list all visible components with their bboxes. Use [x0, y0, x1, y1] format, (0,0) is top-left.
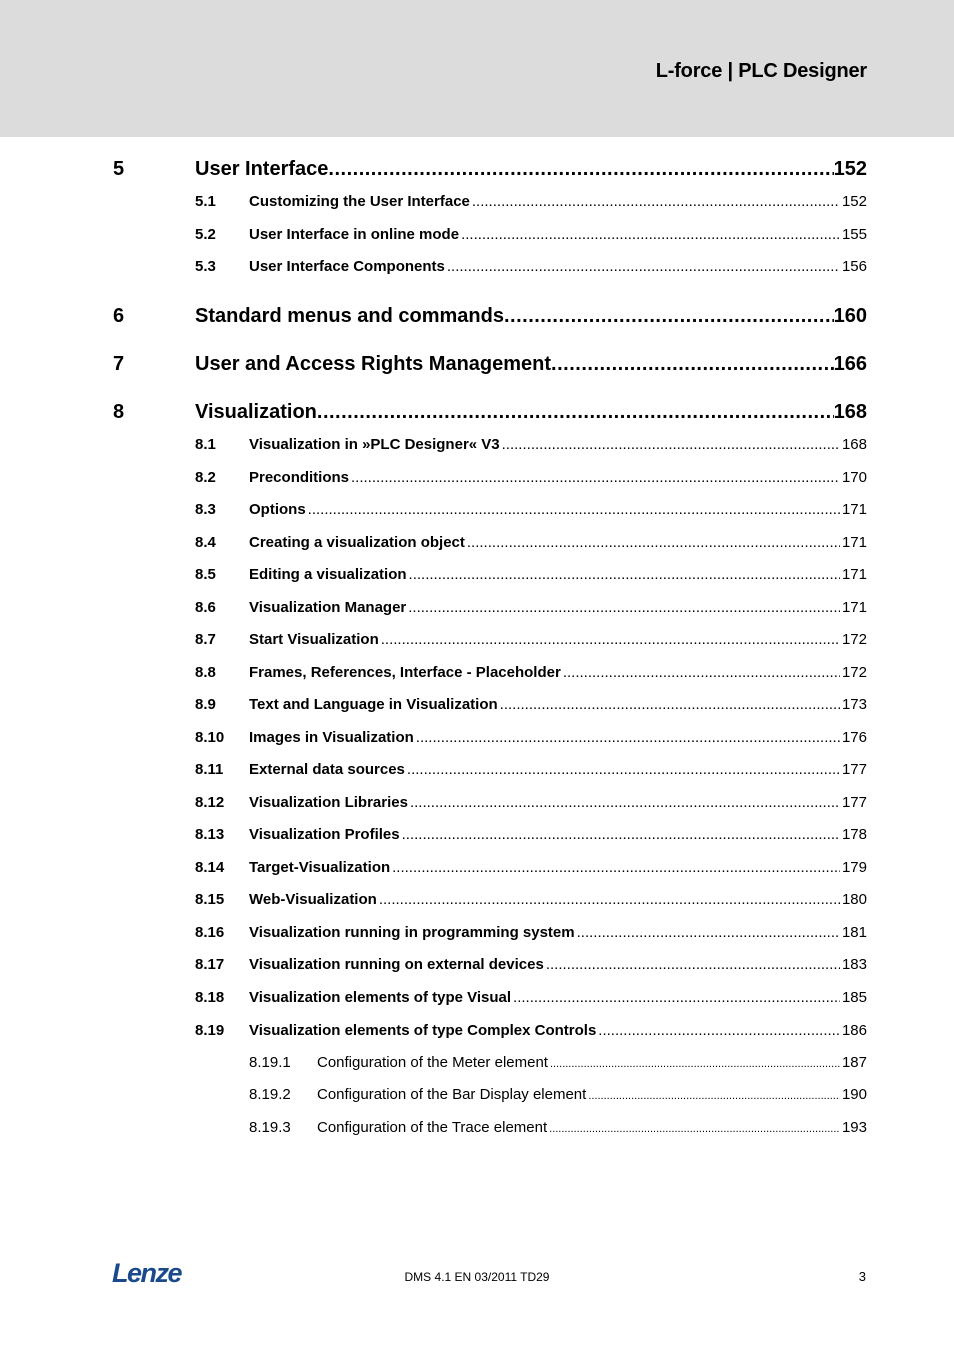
toc-entry-page: 171 — [841, 599, 867, 616]
dot-leader — [416, 729, 840, 746]
header-band — [0, 0, 954, 137]
toc-entry-title: Visualization Manager — [249, 599, 407, 616]
toc-entry-line — [249, 729, 867, 746]
toc-entry-number: 8.18 — [195, 989, 225, 1006]
toc-entry[interactable] — [0, 989, 954, 1013]
toc-entry[interactable] — [0, 729, 954, 753]
toc-entry-line — [249, 469, 867, 486]
dot-leader — [500, 696, 840, 713]
toc-entry-number: 8.14 — [195, 859, 225, 876]
toc-entry-page: 168 — [841, 436, 867, 453]
dot-leader — [577, 924, 840, 941]
toc-entry-title: Frames, References, Interface - Placeholder — [249, 664, 561, 681]
dot-leader — [467, 534, 840, 551]
toc-entry-title: Visualization in »PLC Designer« V3 — [249, 436, 500, 453]
toc-entry[interactable] — [0, 631, 954, 655]
toc-entry-number: 8.9 — [195, 696, 216, 713]
toc-entry[interactable] — [0, 664, 954, 688]
toc-entry-title: Configuration of the Bar Display element — [317, 1086, 587, 1103]
toc-entry-number: 5.2 — [195, 226, 216, 243]
toc-entry-page: 178 — [841, 826, 867, 843]
toc-entry-number: 7 — [113, 353, 125, 375]
toc-entry-number: 6 — [113, 305, 125, 327]
toc-entry[interactable] — [0, 859, 954, 883]
dot-leader — [472, 193, 840, 210]
toc-entry-title: Visualization Profiles — [249, 826, 400, 843]
toc-entry-number: 8.6 — [195, 599, 216, 616]
dot-leader — [504, 305, 834, 328]
toc-entry-number: 8.7 — [195, 631, 216, 648]
toc-entry-number: 5 — [113, 158, 125, 180]
dot-leader — [551, 353, 834, 376]
lenze-logo: Lenze — [112, 1258, 182, 1288]
toc-entry[interactable] — [0, 401, 954, 431]
toc-entry-number: 8 — [113, 401, 125, 423]
dot-leader — [563, 664, 840, 681]
toc-entry-page: 160 — [833, 305, 867, 327]
dot-leader — [447, 258, 840, 275]
dot-leader — [317, 401, 834, 424]
toc-entry-title: External data sources — [249, 761, 405, 778]
document-title: L-force | PLC Designer — [655, 60, 867, 82]
toc-entry-number: 8.1 — [195, 436, 216, 453]
toc-entry-line — [317, 1086, 867, 1103]
toc-entry[interactable] — [0, 353, 954, 383]
toc-entry-page: 183 — [841, 956, 867, 973]
toc-entry-page: 193 — [841, 1119, 867, 1136]
toc-entry-page: 187 — [841, 1054, 867, 1071]
toc-entry[interactable] — [0, 891, 954, 915]
toc-entry[interactable] — [0, 1119, 954, 1143]
dot-leader — [461, 226, 840, 243]
toc-entry-number: 8.4 — [195, 534, 216, 551]
toc-entry[interactable] — [0, 1022, 954, 1046]
toc-entry-page: 172 — [841, 664, 867, 681]
dot-leader — [379, 891, 840, 908]
toc-entry-page: 179 — [841, 859, 867, 876]
toc-entry-page: 177 — [841, 761, 867, 778]
toc-entry-number: 8.12 — [195, 794, 225, 811]
toc-entry-page: 152 — [833, 158, 867, 180]
toc-entry[interactable] — [0, 469, 954, 493]
toc-entry-page: 171 — [841, 566, 867, 583]
toc-entry-number: 8.19.1 — [249, 1054, 291, 1071]
toc-entry-page: 176 — [841, 729, 867, 746]
toc-entry-title: Start Visualization — [249, 631, 379, 648]
toc-entry[interactable] — [0, 566, 954, 590]
dot-leader — [392, 859, 840, 876]
toc-entry-title: Visualization — [195, 401, 317, 423]
toc-entry-number: 8.11 — [195, 761, 224, 778]
toc-entry[interactable] — [0, 1054, 954, 1078]
toc-entry-title: Visualization running on external devices — [249, 956, 544, 973]
toc-entry[interactable] — [0, 534, 954, 558]
toc-entry-line — [249, 859, 867, 876]
toc-entry-line — [249, 501, 867, 518]
toc-entry-title: User Interface Components — [249, 258, 445, 275]
dot-leader — [546, 956, 840, 973]
toc-entry-line — [249, 534, 867, 551]
toc-entry-line — [249, 436, 867, 453]
dot-leader — [408, 599, 840, 616]
toc-entry-number: 5.3 — [195, 258, 216, 275]
toc-entry-line — [195, 305, 867, 328]
toc-entry-line — [249, 193, 867, 210]
toc-entry[interactable] — [0, 258, 954, 282]
page-number: 3 — [858, 1269, 866, 1284]
toc-entry-page: 156 — [841, 258, 867, 275]
toc-entry-page: 168 — [833, 401, 867, 423]
toc-entry[interactable] — [0, 924, 954, 948]
dot-leader — [588, 1090, 840, 1102]
toc-entry-line — [249, 826, 867, 843]
toc-entry-number: 8.19.3 — [249, 1119, 291, 1136]
dot-leader — [402, 826, 840, 843]
footer-document-id — [0, 1270, 954, 1284]
toc-entry-title: Options — [249, 501, 306, 518]
toc-entry-line — [249, 226, 867, 243]
toc-entry-line — [249, 599, 867, 616]
toc-entry-page: 170 — [841, 469, 867, 486]
toc-entry-title: Configuration of the Meter element — [317, 1054, 548, 1071]
toc-entry-title: Configuration of the Trace element — [317, 1119, 548, 1136]
toc-entry-title: Visualization elements of type Complex Controls — [249, 1022, 597, 1039]
toc-entry-page: 181 — [841, 924, 867, 941]
toc-entry[interactable] — [0, 794, 954, 818]
dot-leader — [328, 158, 833, 181]
toc-entry-line — [317, 1119, 867, 1136]
toc-entry-page: 173 — [841, 696, 867, 713]
toc-entry-line — [249, 891, 867, 908]
toc-entry-number: 8.2 — [195, 469, 216, 486]
toc-entry-title: Standard menus and commands — [195, 305, 504, 327]
toc-entry-number: 8.5 — [195, 566, 216, 583]
toc-entry-line — [249, 696, 867, 713]
toc-entry-page: 180 — [841, 891, 867, 908]
toc-entry-page: 155 — [841, 226, 867, 243]
toc-entry[interactable] — [0, 193, 954, 217]
toc-entry-page: 186 — [841, 1022, 867, 1039]
toc-entry-number: 5.1 — [195, 193, 216, 210]
toc-entry-line — [249, 566, 867, 583]
dot-leader — [513, 989, 840, 1006]
toc-entry-number: 8.19 — [195, 1022, 225, 1039]
toc-entry-title: Text and Language in Visualization — [249, 696, 498, 713]
toc-entry[interactable] — [0, 696, 954, 720]
toc-entry-number: 8.3 — [195, 501, 216, 518]
toc-entry-number: 8.17 — [195, 956, 225, 973]
toc-entry[interactable] — [0, 599, 954, 623]
toc-entry-line — [249, 924, 867, 941]
toc-entry[interactable] — [0, 761, 954, 785]
toc-entry-line — [249, 794, 867, 811]
toc-entry-line — [249, 989, 867, 1006]
toc-entry-number: 8.10 — [195, 729, 225, 746]
toc-entry-line — [249, 1022, 867, 1039]
toc-entry-title: Visualization running in programming system — [249, 924, 575, 941]
toc-entry-title: Visualization elements of type Visual — [249, 989, 512, 1006]
toc-entry-number: 8.8 — [195, 664, 216, 681]
toc-entry-page: 190 — [841, 1086, 867, 1103]
document-id: DMS 4.1 EN 03/2011 TD29 — [404, 1270, 550, 1284]
toc-entry-title: Customizing the User Interface — [249, 193, 470, 210]
toc-entry[interactable] — [0, 436, 954, 460]
toc-entry-title: User Interface in online mode — [249, 226, 460, 243]
toc-entry-number: 8.13 — [195, 826, 225, 843]
toc-entry[interactable] — [0, 1086, 954, 1110]
dot-leader — [550, 1058, 840, 1070]
toc-entry[interactable] — [0, 305, 954, 335]
toc-entry[interactable] — [0, 158, 954, 188]
toc-entry[interactable] — [0, 226, 954, 250]
toc-entry-line — [249, 631, 867, 648]
toc-entry-number: 8.15 — [195, 891, 225, 908]
toc-entry-title: Web-Visualization — [249, 891, 377, 908]
toc-entry-page: 166 — [833, 353, 867, 375]
dot-leader — [502, 436, 840, 453]
toc-entry[interactable] — [0, 501, 954, 525]
dot-leader — [381, 631, 840, 648]
toc-entry[interactable] — [0, 956, 954, 980]
toc-entry-title: User and Access Rights Management — [195, 353, 552, 375]
toc-entry-line — [249, 258, 867, 275]
toc-entry-line — [195, 401, 867, 424]
toc-entry-page: 177 — [841, 794, 867, 811]
toc-entry-line — [317, 1054, 867, 1071]
toc-entry-number: 8.19.2 — [249, 1086, 291, 1103]
toc-entry-page: 171 — [841, 501, 867, 518]
toc-entry-title: Preconditions — [249, 469, 350, 486]
toc-entry-line — [249, 956, 867, 973]
dot-leader — [598, 1022, 840, 1039]
dot-leader — [409, 566, 840, 583]
toc-entry-line — [195, 353, 867, 376]
toc-entry-title: Target-Visualization — [249, 859, 391, 876]
toc-entry-line — [249, 664, 867, 681]
toc-entry-number: 8.16 — [195, 924, 225, 941]
toc-entry-page: 185 — [841, 989, 867, 1006]
dot-leader — [549, 1123, 840, 1135]
dot-leader — [410, 794, 840, 811]
toc-entry-title: Creating a visualization object — [249, 534, 465, 551]
toc-entry-page: 171 — [841, 534, 867, 551]
dot-leader — [308, 501, 840, 518]
toc-entry-line — [195, 158, 867, 181]
dot-leader — [407, 761, 840, 778]
toc-entry-title: Images in Visualization — [249, 729, 414, 746]
toc-entry-title: User Interface — [195, 158, 329, 180]
toc-entry-page: 152 — [841, 193, 867, 210]
toc-entry-line — [249, 761, 867, 778]
toc-entry-page: 172 — [841, 631, 867, 648]
toc-entry-title: Editing a visualization — [249, 566, 407, 583]
dot-leader — [351, 469, 840, 486]
toc-entry-title: Visualization Libraries — [249, 794, 408, 811]
toc-entry[interactable] — [0, 826, 954, 850]
